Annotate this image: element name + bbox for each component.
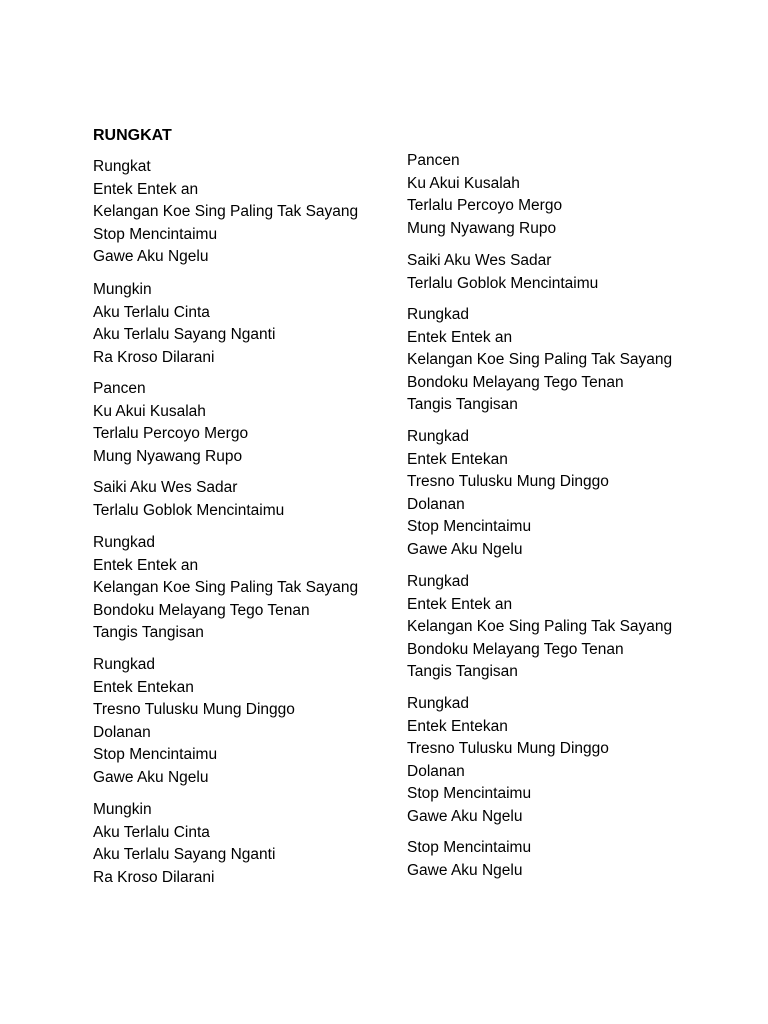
lyric-line: Terlalu Goblok Mencintaimu <box>93 501 285 519</box>
lyric-line: Rungkad <box>407 306 470 323</box>
lyric-line: Mungkin <box>93 281 152 298</box>
stanza <box>93 654 295 789</box>
lyric-line: Stop Mencintaimu <box>93 746 218 763</box>
stanza <box>93 477 284 522</box>
stanza <box>407 837 531 882</box>
lyric-line: Kelangan Koe Sing Paling Tak Sayang <box>93 579 359 596</box>
lyric-line: Kelangan Koe Sing Paling Tak Sayang <box>407 351 673 368</box>
lyric-line: Gawe Aku Ngelu <box>407 861 523 879</box>
lyric-line: Tangis Tangisan <box>93 624 204 641</box>
lyric-line: Stop Mencintaimu <box>93 225 218 243</box>
stanza <box>407 571 672 684</box>
lyric-line: Bondoku Melayang Tego Tenan <box>93 601 310 619</box>
lyric-line: Saiki Aku Wes Sadar <box>407 252 552 269</box>
lyric-line: Entek Entek an <box>93 556 199 574</box>
page-title: RUNGKAT <box>93 127 172 144</box>
lyric-line: Ku Akui Kusalah <box>93 402 206 420</box>
lyric-line: Terlalu Goblok Mencintaimu <box>407 274 599 292</box>
lyric-line: Tresno Tulusku Mung Dinggo <box>407 473 609 490</box>
stanza <box>93 799 275 889</box>
lyric-line: Tangis Tangisan <box>407 663 518 680</box>
lyric-line: Tangis Tangisan <box>407 396 518 413</box>
lyric-line: Bondoku Melayang Tego Tenan <box>407 640 624 658</box>
stanza <box>93 279 275 369</box>
lyric-line: Terlalu Percoyo Mergo <box>93 425 249 442</box>
lyric-line: Ra Kroso Dilarani <box>93 868 215 886</box>
lyric-line: Aku Terlalu Cinta <box>93 823 210 841</box>
stanza <box>407 304 672 417</box>
lyric-line: Saiki Aku Wes Sadar <box>93 479 238 496</box>
lyric-line: Stop Mencintaimu <box>407 839 532 856</box>
lyric-line: Rungkad <box>93 656 156 673</box>
stanza <box>93 378 248 468</box>
lyric-line: Tresno Tulusku Mung Dinggo <box>407 740 609 757</box>
stanza <box>407 693 609 828</box>
lyric-line: Gawe Aku Ngelu <box>407 540 523 558</box>
lyric-line: Ku Akui Kusalah <box>407 174 520 192</box>
lyric-line: Gawe Aku Ngelu <box>93 248 209 265</box>
lyric-line: Ra Kroso Dilarani <box>93 348 215 366</box>
lyric-line: Entek Entek an <box>407 595 513 613</box>
lyric-line: Rungkat <box>93 158 151 175</box>
lyric-line: Kelangan Koe Sing Paling Tak Sayang <box>407 618 673 635</box>
stanza <box>407 426 609 561</box>
lyric-line: Stop Mencintaimu <box>407 785 532 802</box>
lyric-line: Gawe Aku Ngelu <box>93 768 209 786</box>
stanza <box>407 150 562 240</box>
lyric-line: Aku Terlalu Sayang Nganti <box>93 846 276 863</box>
lyric-line: Entek Entekan <box>407 717 508 735</box>
lyric-line: Dolanan <box>93 723 151 741</box>
lyric-line: Gawe Aku Ngelu <box>407 807 523 825</box>
lyric-line: Dolanan <box>407 495 465 513</box>
stanza <box>407 250 598 295</box>
lyric-line: Pancen <box>407 152 460 169</box>
lyric-line: Mung Nyawang Rupo <box>407 219 557 237</box>
lyric-line: Bondoku Melayang Tego Tenan <box>407 373 624 391</box>
lyric-line: Entek Entekan <box>407 450 508 468</box>
stanza <box>93 532 358 645</box>
lyric-line: Aku Terlalu Cinta <box>93 303 210 321</box>
lyric-line: Rungkad <box>407 428 470 445</box>
stanza <box>93 156 358 269</box>
lyric-line: Tresno Tulusku Mung Dinggo <box>93 701 295 718</box>
lyric-line: Mungkin <box>93 801 152 818</box>
lyric-line: Rungkad <box>407 573 470 590</box>
lyric-line: Stop Mencintaimu <box>407 518 532 535</box>
lyric-line: Kelangan Koe Sing Paling Tak Sayang <box>93 203 359 220</box>
lyric-line: Mung Nyawang Rupo <box>93 447 243 465</box>
lyric-line: Aku Terlalu Sayang Nganti <box>93 326 276 343</box>
lyric-line: Dolanan <box>407 762 465 780</box>
lyric-line: Entek Entekan <box>93 678 194 696</box>
lyric-line: Pancen <box>93 380 146 397</box>
lyric-line: Rungkad <box>407 695 470 712</box>
lyric-line: Rungkad <box>93 534 156 551</box>
lyric-line: Entek Entek an <box>93 180 199 198</box>
lyric-line: Entek Entek an <box>407 328 513 346</box>
lyric-line: Terlalu Percoyo Mergo <box>407 197 563 214</box>
